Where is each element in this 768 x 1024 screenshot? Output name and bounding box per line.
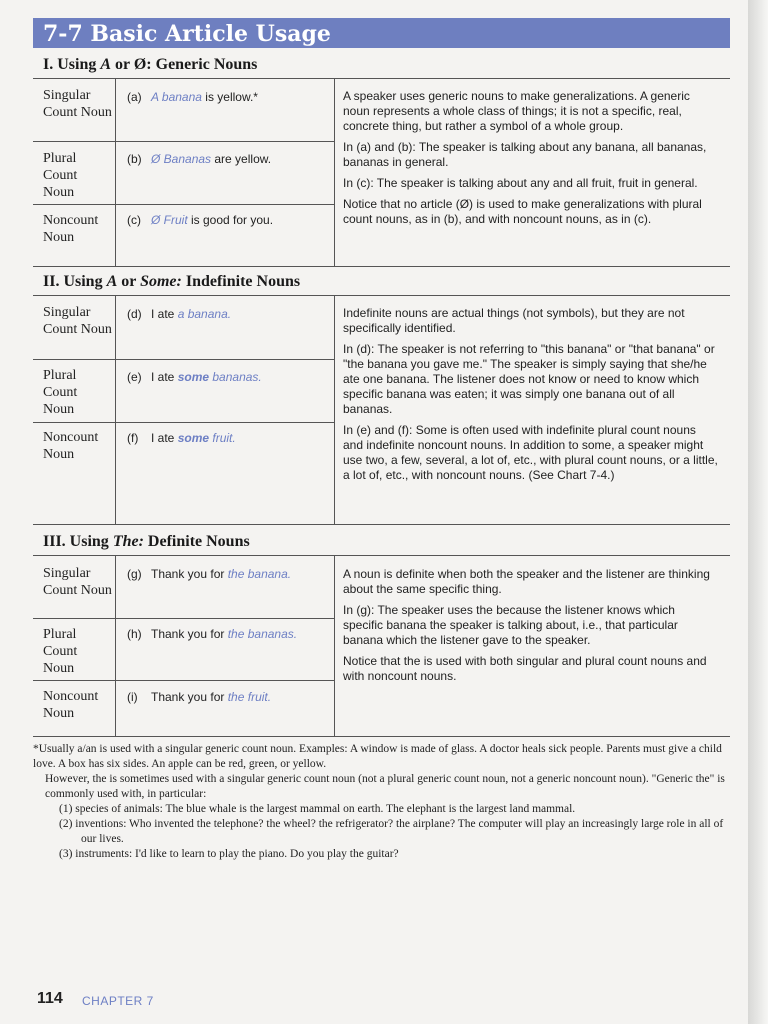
rule [33, 266, 730, 267]
section-2-explanation [343, 306, 718, 489]
rule [33, 141, 334, 142]
rule [115, 555, 116, 736]
example-highlight: the fruit. [227, 690, 272, 704]
section-3-explanation [343, 567, 718, 690]
row-label: Plural Count Noun [43, 627, 78, 676]
section-3-article: The: [112, 533, 144, 550]
rule [33, 524, 730, 525]
example-label: (i) [127, 690, 138, 704]
rule [33, 295, 730, 296]
example-text: are yellow. [211, 152, 272, 166]
example-highlight: Ø Bananas [151, 152, 212, 166]
explanation-paragraph: In (c): The speaker is talking about any and all fruit, fruit in general. [343, 176, 698, 190]
row-label: Plural Count Noun [43, 368, 78, 417]
rule [334, 295, 335, 524]
example-highlight: the bananas. [227, 627, 298, 641]
example-label: (c) [127, 213, 141, 227]
example-text: is good for you. [187, 213, 274, 227]
row-label: Noncount Noun [43, 213, 99, 245]
example-label: (e) [127, 370, 142, 384]
explanation-paragraph: In (g): The speaker uses the because the listener knows which specific banana the speaker is talking about, i.e., that particular banana which the listener gave to the speaker. [343, 603, 678, 647]
row-label: Singular Count Noun [43, 305, 112, 337]
example-e [127, 370, 262, 385]
example-text: Thank you for [151, 627, 228, 641]
example-highlight: Ø Fruit [151, 213, 188, 227]
row-label: Plural Count Noun [43, 151, 78, 200]
rule [33, 618, 334, 619]
section-1-prefix: I. Using [43, 56, 97, 73]
footnote-item: (1) species of animals: The blue whale is the largest mammal on earth. The elephant is the largest land mammal. [59, 803, 576, 815]
explanation-paragraph: Notice that the is used with both singular and plural count nouns and with noncount nouns. [343, 654, 707, 683]
example-label: (g) [127, 567, 142, 581]
rule [115, 295, 116, 524]
section-2-article: A [106, 273, 118, 290]
example-highlight-bold: some [177, 370, 210, 384]
footnote-line: *Usually a/an is used with a singular generic count noun. Examples: A window is made of glass. A doctor heals sick people. Parents must give a child love. A box has six sides. An apple can be red, green, or yellow. [33, 743, 722, 770]
section-3-rest: Definite Nouns [147, 533, 250, 550]
explanation-paragraph: In (d): The speaker is not referring to "this banana" or "that banana" or "the banana you gave me." The speaker is simply saying that she/he ate one banana. The listener does not know or need to know which specific banana was eaten; it was simply one banana out of all bananas. [343, 342, 715, 416]
example-a [127, 90, 258, 105]
example-highlight: a banana. [177, 307, 232, 321]
example-h [127, 627, 297, 642]
example-label: (d) [127, 307, 142, 321]
example-highlight: A banana [151, 90, 202, 104]
example-label: (f) [127, 431, 139, 445]
explanation-paragraph: A speaker uses generic nouns to make generalizations. A generic noun represents a whole class of things; it is not a specific, real, concrete thing, but rather a symbol of a whole group. [343, 89, 690, 133]
section-2-prefix: II. Using [43, 273, 103, 290]
example-f [127, 431, 236, 446]
example-text: Thank you for [151, 567, 228, 581]
example-d [127, 307, 231, 322]
rule [33, 204, 334, 205]
explanation-paragraph: Notice that no article (Ø) is used to make generalizations with plural count nouns, as in (b), and with noncount nouns, as in (c). [343, 197, 702, 226]
example-b [127, 152, 271, 167]
rule [334, 78, 335, 266]
chart-title: 7-7 Basic Article Usage [43, 21, 331, 47]
example-text: I ate [151, 431, 178, 445]
section-2-rest: Indefinite Nouns [185, 273, 301, 290]
example-highlight-bold: some [177, 431, 210, 445]
explanation-paragraph: Indefinite nouns are actual things (not symbols), but they are not specifically identified. [343, 306, 685, 335]
rule [33, 422, 334, 423]
rule [33, 555, 730, 556]
rule [334, 555, 335, 736]
example-i [127, 690, 271, 705]
row-label: Noncount Noun [43, 430, 99, 462]
rule [33, 736, 730, 737]
rule [33, 359, 334, 360]
footnote [33, 742, 733, 862]
example-label: (a) [127, 90, 142, 104]
rule [33, 680, 334, 681]
row-label: Noncount Noun [43, 689, 99, 721]
section-1-explanation [343, 89, 718, 233]
example-label: (h) [127, 627, 142, 641]
page-edge [748, 0, 768, 1024]
section-2-heading [43, 273, 300, 291]
footnote-item: (2) inventions: Who invented the telephone? the wheel? the refrigerator? the airplane? The computer will play an increasingly large role in all of our lives. [59, 818, 724, 845]
section-1-mid: or Ø: [115, 56, 152, 73]
row-label: Singular Count Noun [43, 88, 112, 120]
footnote-line: However, the is sometimes used with a singular generic count noun (not a plural generic count noun, not a generic noncount noun). "Generic the" is commonly used with, in particular: [45, 773, 725, 800]
rule [33, 78, 730, 79]
page-number: 114 [37, 990, 63, 1007]
example-text: I ate [151, 370, 178, 384]
rule [115, 78, 116, 266]
section-3-heading [43, 533, 250, 551]
example-g [127, 567, 291, 582]
footnote-item: (3) instruments: I'd like to learn to play the piano. Do you play the guitar? [59, 848, 399, 860]
chapter-label: CHAPTER 7 [82, 994, 154, 1008]
example-label: (b) [127, 152, 142, 166]
section-2-article2: Some: [140, 273, 182, 290]
example-highlight: the banana. [227, 567, 292, 581]
example-text: is yellow.* [201, 90, 258, 104]
row-label: Singular Count Noun [43, 566, 112, 598]
example-highlight: fruit. [209, 431, 236, 445]
section-2-mid: or [121, 273, 137, 290]
example-text: I ate [151, 307, 178, 321]
section-1-heading [43, 56, 257, 74]
explanation-paragraph: In (a) and (b): The speaker is talking about any banana, all bananas, bananas in general. [343, 140, 707, 169]
example-text: Thank you for [151, 690, 228, 704]
section-1-article: A [100, 56, 112, 73]
section-3-prefix: III. Using [43, 533, 109, 550]
chart-title-banner [33, 18, 730, 48]
explanation-paragraph: A noun is definite when both the speaker and the listener are thinking about the same specific thing. [343, 567, 710, 596]
example-highlight: bananas. [209, 370, 262, 384]
section-1-rest: Generic Nouns [155, 56, 258, 73]
explanation-paragraph: In (e) and (f): Some is often used with indefinite plural count nouns and indefinite noncount nouns. In addition to some, a speaker might use two, a few, several, a lot of, etc., with plural count nouns, or a little, a lot of, etc., with noncount nouns. (See Chart 7-4.) [343, 423, 718, 482]
example-c [127, 213, 273, 228]
